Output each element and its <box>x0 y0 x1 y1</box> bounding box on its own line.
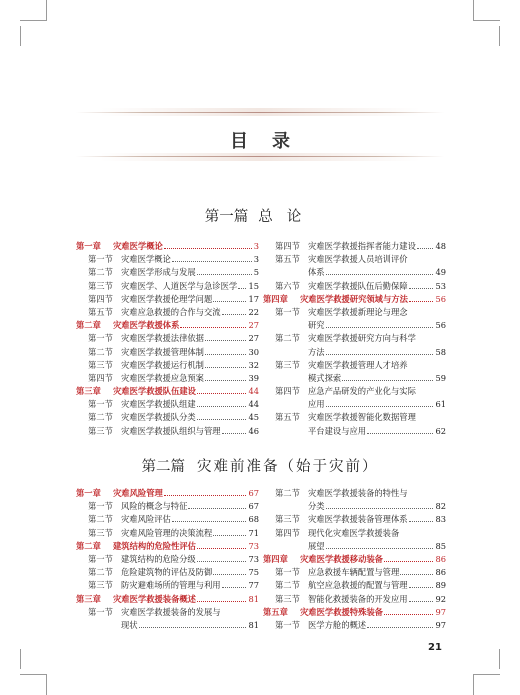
leader-dots <box>180 327 246 328</box>
toc-chapter-entry[interactable] <box>263 293 446 306</box>
section-number: 第一节 <box>275 306 300 317</box>
toc-chapter-entry[interactable] <box>76 593 259 606</box>
entry-page-number: 92 <box>434 593 446 606</box>
page-number: 21 <box>428 642 442 653</box>
entry-title: 灾难风险管理 <box>113 488 163 498</box>
leader-dots <box>164 495 246 496</box>
leader-dots <box>417 248 433 249</box>
leader-dots <box>326 406 433 407</box>
section-number: 第二节 <box>275 488 300 498</box>
entry-page-number: 82 <box>434 500 446 513</box>
section-number: 第五节 <box>275 254 300 265</box>
entry-title: 灾难医学、人道医学与急诊医学 <box>121 280 238 291</box>
toc-section-entry[interactable] <box>263 513 446 526</box>
leader-dots <box>197 393 246 394</box>
toc-section-entry[interactable] <box>76 372 259 385</box>
section-number: 第三节 <box>275 359 300 370</box>
leader-dots <box>367 433 433 434</box>
corner-mark <box>473 0 500 21</box>
part-heading <box>0 205 520 226</box>
toc-column <box>263 487 446 632</box>
entry-title: 灾难医学救援队分类 <box>121 412 196 423</box>
leader-dots <box>172 261 252 262</box>
entry-page-number: 27 <box>247 332 259 345</box>
section-number: 第一节 <box>88 254 113 265</box>
entry-title: 灾难风险管理的决策流程 <box>121 527 213 538</box>
chapter-number: 第一章 <box>76 241 101 251</box>
section-number: 第二节 <box>88 412 113 423</box>
entry-page-number: 86 <box>434 566 446 579</box>
entry-title: 灾难医学救援人员培训评价 <box>308 254 408 265</box>
toc-section-entry[interactable] <box>263 372 446 385</box>
toc-section-entry[interactable] <box>263 359 446 372</box>
toc-chapter-entry[interactable] <box>76 385 259 398</box>
entry-title: 灾难医学救援研究方向与科学 <box>308 333 416 344</box>
part-name: 总论 <box>258 209 316 225</box>
entry-page-number: 44 <box>247 398 259 411</box>
entry-title: 模式探索 <box>308 372 342 383</box>
leader-dots <box>205 380 246 381</box>
chapter-number: 第二章 <box>76 320 101 331</box>
toc-section-entry[interactable] <box>263 579 446 592</box>
toc-section-entry[interactable] <box>263 487 446 500</box>
toc-section-entry[interactable] <box>76 411 259 424</box>
leader-dots <box>367 627 433 628</box>
entry-page-number: 27 <box>247 319 259 332</box>
leader-dots <box>400 574 433 575</box>
entry-page-number: 3 <box>253 240 259 253</box>
toc-chapter-entry[interactable] <box>76 319 259 332</box>
leader-dots <box>197 548 246 549</box>
corner-mark <box>0 26 21 46</box>
entry-page-number: 73 <box>247 553 259 566</box>
toc-section-entry[interactable] <box>76 579 259 592</box>
leader-dots <box>342 380 433 381</box>
entry-title: 灾难风险评估 <box>121 514 171 525</box>
leader-dots <box>172 521 246 522</box>
leader-dots <box>197 274 252 275</box>
leader-dots <box>384 614 433 615</box>
page-title-char: 目 <box>230 131 248 152</box>
entry-page-number: 81 <box>247 619 259 632</box>
entry-title: 建筑结构的危险分级 <box>121 553 196 564</box>
entry-title: 灾难医学救援运行机制 <box>121 359 204 370</box>
entry-page-number: 75 <box>247 566 259 579</box>
toc-section-entry[interactable] <box>76 619 259 632</box>
entry-page-number: 32 <box>247 359 259 372</box>
section-number: 第四节 <box>275 241 300 251</box>
entry-title: 体系 <box>308 267 325 278</box>
entry-title: 灾难医学救援研究领域与方法 <box>300 293 408 304</box>
section-number: 第六节 <box>275 280 300 291</box>
toc-section-entry[interactable] <box>76 266 259 279</box>
entry-page-number: 59 <box>434 372 446 385</box>
entry-title: 灾难医学救援管理人才培养 <box>308 359 408 370</box>
entry-page-number: 83 <box>434 513 446 526</box>
entry-title: 现状 <box>121 619 138 630</box>
entry-page-number: 22 <box>247 306 259 319</box>
entry-page-number: 56 <box>434 319 446 332</box>
section-number: 第一节 <box>88 553 113 564</box>
entry-title: 灾难医学救援装备管理体系 <box>308 514 408 525</box>
entry-page-number: 81 <box>247 593 259 606</box>
entry-page-number: 73 <box>247 540 259 553</box>
leader-dots <box>222 433 246 434</box>
leader-dots <box>326 508 433 509</box>
entry-page-number: 86 <box>434 553 446 566</box>
entry-title: 研究 <box>308 320 325 331</box>
title-band-glow <box>100 153 420 161</box>
leader-dots <box>222 314 246 315</box>
leader-dots <box>213 574 246 575</box>
leader-dots <box>197 601 246 602</box>
part-label: 第二篇 <box>141 459 185 475</box>
leader-dots <box>164 248 252 249</box>
entry-page-number: 68 <box>247 513 259 526</box>
entry-page-number: 46 <box>247 425 259 438</box>
section-number: 第三节 <box>88 359 113 370</box>
toc-section-entry[interactable] <box>263 425 446 438</box>
leader-dots <box>326 548 433 549</box>
toc-section-entry[interactable] <box>263 619 446 632</box>
section-number: 第一节 <box>88 399 113 410</box>
toc-section-entry[interactable] <box>263 527 446 540</box>
entry-title: 灾难医学救援新理论与理念 <box>308 306 408 317</box>
part-name: 灾难前准备（始于灾前） <box>197 459 379 475</box>
part-label: 第一篇 <box>204 209 249 225</box>
toc-section-entry[interactable] <box>263 398 446 411</box>
toc-section-entry[interactable] <box>263 240 446 253</box>
entry-title: 防灾避难场所的管理与利用 <box>121 580 221 591</box>
entry-title: 灾难医学救援应急预案 <box>121 372 204 383</box>
chapter-number: 第四章 <box>263 553 288 564</box>
toc-chapter-entry[interactable] <box>76 540 259 553</box>
toc-chapter-entry[interactable] <box>263 553 446 566</box>
leader-dots <box>205 340 246 341</box>
entry-title: 灾难医学形成与发展 <box>121 267 196 278</box>
section-number: 第四节 <box>88 372 113 383</box>
section-number: 第二节 <box>88 514 113 525</box>
entry-title: 建筑结构的危险性评估 <box>113 540 196 551</box>
entry-title: 灾难医学救援队组建 <box>121 399 196 410</box>
entry-page-number: 97 <box>434 606 446 619</box>
leader-dots <box>409 601 433 602</box>
leader-dots <box>326 354 433 355</box>
leader-dots <box>197 406 246 407</box>
entry-page-number: 44 <box>247 385 259 398</box>
entry-title: 应急救援车辆配置与管理 <box>308 567 400 578</box>
toc-section-entry[interactable] <box>263 319 446 332</box>
entry-title: 危险建筑物的评估及防御 <box>121 567 213 578</box>
entry-page-number: 58 <box>434 346 446 359</box>
entry-title: 应急产品研发的产业化与实际 <box>308 386 416 397</box>
entry-page-number: 71 <box>247 527 259 540</box>
entry-title: 灾难医学救援智能化数据管理 <box>308 412 416 423</box>
leader-dots <box>205 354 246 355</box>
section-number: 第三节 <box>88 425 113 436</box>
corner-mark <box>473 674 500 695</box>
chapter-number: 第二章 <box>76 540 101 551</box>
page-title-char: 录 <box>272 131 290 152</box>
section-number: 第三节 <box>88 527 113 538</box>
entry-title: 应用 <box>308 399 325 410</box>
section-number: 第一节 <box>275 567 300 578</box>
toc-section-entry[interactable] <box>76 398 259 411</box>
entry-page-number: 39 <box>247 372 259 385</box>
section-number: 第二节 <box>88 267 113 278</box>
toc-column <box>76 487 259 632</box>
entry-page-number: 62 <box>434 425 446 438</box>
entry-title: 智能化救援装备的开发应用 <box>308 593 408 604</box>
entry-title: 灾难医学救援装备的特性与 <box>308 488 408 498</box>
toc-section-entry[interactable] <box>76 566 259 579</box>
toc-chapter-entry[interactable] <box>263 606 446 619</box>
section-number: 第一节 <box>88 333 113 344</box>
entry-title: 灾难应急救援的合作与交流 <box>121 306 221 317</box>
entry-title: 展望 <box>308 540 325 551</box>
corner-mark <box>20 0 47 21</box>
leader-dots <box>238 288 246 289</box>
toc-section-entry[interactable] <box>263 566 446 579</box>
entry-page-number: 61 <box>434 398 446 411</box>
leader-dots <box>139 627 246 628</box>
toc-chapter-entry[interactable] <box>76 487 259 500</box>
toc-section-entry[interactable] <box>76 527 259 540</box>
toc-section-entry[interactable] <box>76 280 259 293</box>
chapter-number: 第五章 <box>263 606 288 617</box>
toc-section-entry[interactable] <box>76 306 259 319</box>
entry-title: 灾难医学救援指挥者能力建设 <box>308 241 416 251</box>
chapter-number: 第三章 <box>76 386 101 397</box>
leader-dots <box>326 327 433 328</box>
entry-page-number: 77 <box>247 579 259 592</box>
leader-dots <box>205 367 246 368</box>
entry-title: 灾难医学概论 <box>113 241 163 251</box>
entry-page-number: 3 <box>253 253 259 266</box>
toc-section-entry[interactable] <box>263 306 446 319</box>
section-number: 第四节 <box>88 293 113 304</box>
entry-page-number: 67 <box>247 487 259 500</box>
toc-section-entry[interactable] <box>263 266 446 279</box>
entry-title: 风险的概念与特征 <box>121 501 188 512</box>
toc-section-entry[interactable] <box>263 346 446 359</box>
entry-title: 灾难医学救援伦理学问题 <box>121 293 213 304</box>
entry-title: 灾难医学救援装备概述 <box>113 593 196 604</box>
toc-section-entry[interactable] <box>263 253 446 266</box>
entry-page-number: 17 <box>247 293 259 306</box>
toc-section-entry[interactable] <box>263 280 446 293</box>
entry-page-number: 45 <box>247 411 259 424</box>
corner-mark <box>499 649 520 669</box>
entry-title: 灾难医学概论 <box>121 254 171 265</box>
toc-section-entry[interactable] <box>76 332 259 345</box>
title-rule-bottom <box>76 156 444 157</box>
entry-title: 灾难医学救援法律依据 <box>121 333 204 344</box>
toc-section-entry[interactable] <box>76 513 259 526</box>
section-number: 第三节 <box>88 280 113 291</box>
toc-section-entry[interactable] <box>76 606 259 619</box>
entry-page-number: 48 <box>434 240 446 253</box>
toc-section-entry[interactable] <box>263 385 446 398</box>
entry-title: 医学方舱的概述 <box>308 619 367 630</box>
leader-dots <box>409 587 433 588</box>
entry-title: 平台建设与应用 <box>308 425 367 436</box>
toc-section-entry[interactable] <box>76 293 259 306</box>
section-number: 第二节 <box>275 580 300 591</box>
entry-title: 灾难医学救援特殊装备 <box>300 606 383 617</box>
leader-dots <box>409 288 433 289</box>
entry-page-number: 49 <box>434 266 446 279</box>
section-number: 第二节 <box>88 567 113 578</box>
section-number: 第三节 <box>88 580 113 591</box>
leader-dots <box>326 274 433 275</box>
section-number: 第一节 <box>88 501 113 512</box>
leader-dots <box>222 587 246 588</box>
section-number: 第四节 <box>275 527 300 538</box>
entry-title: 分类 <box>308 501 325 512</box>
entry-page-number: 5 <box>253 266 259 279</box>
leader-dots <box>213 301 246 302</box>
entry-title: 灾难医学救援队组织与管理 <box>121 425 221 436</box>
toc-section-entry[interactable] <box>76 359 259 372</box>
toc-column <box>76 240 259 438</box>
section-number: 第五节 <box>275 412 300 423</box>
leader-dots <box>409 521 433 522</box>
part-heading <box>0 455 520 476</box>
entry-title: 灾难医学救援队伍建设 <box>113 386 196 397</box>
entry-title: 方法 <box>308 346 325 357</box>
leader-dots <box>213 535 246 536</box>
entry-title: 现代化灾难医学救援装备 <box>308 527 400 538</box>
toc-section-entry[interactable] <box>263 540 446 553</box>
entry-title: 灾难医学救援移动装备 <box>300 553 383 564</box>
entry-page-number: 85 <box>434 540 446 553</box>
section-number: 第二节 <box>88 346 113 357</box>
toc-section-entry[interactable] <box>263 332 446 345</box>
section-number: 第三节 <box>275 593 300 604</box>
corner-mark <box>499 26 520 46</box>
toc-section-entry[interactable] <box>263 500 446 513</box>
toc-section-entry[interactable] <box>76 553 259 566</box>
toc-section-entry[interactable] <box>76 346 259 359</box>
section-number: 第一节 <box>275 619 300 630</box>
leader-dots <box>197 419 246 420</box>
entry-title: 灾难医学救援体系 <box>113 320 180 331</box>
entry-page-number: 67 <box>247 500 259 513</box>
entry-page-number: 15 <box>247 280 259 293</box>
section-number: 第三节 <box>275 514 300 525</box>
leader-dots <box>188 508 246 509</box>
page-title <box>0 127 520 153</box>
entry-title: 灾难医学救援管理体制 <box>121 346 204 357</box>
toc-section-entry[interactable] <box>263 593 446 606</box>
toc-section-entry[interactable] <box>76 425 259 438</box>
entry-page-number: 56 <box>434 293 446 306</box>
toc-chapter-entry[interactable] <box>76 240 259 253</box>
toc-section-entry[interactable] <box>76 500 259 513</box>
section-number: 第一节 <box>88 606 113 617</box>
toc-section-entry[interactable] <box>76 253 259 266</box>
entry-title: 灾难医学救援装备的发展与 <box>121 606 221 617</box>
toc-column <box>263 240 446 438</box>
entry-title: 灾难医学救援队伍后勤保障 <box>308 280 408 291</box>
entry-page-number: 53 <box>434 280 446 293</box>
chapter-number: 第三章 <box>76 593 101 604</box>
chapter-number: 第四章 <box>263 293 288 304</box>
chapter-number: 第一章 <box>76 488 101 498</box>
entry-page-number: 89 <box>434 579 446 592</box>
entry-page-number: 97 <box>434 619 446 632</box>
toc-section-entry[interactable] <box>263 411 446 424</box>
section-number: 第二节 <box>275 333 300 344</box>
corner-mark <box>0 649 21 669</box>
section-number: 第四节 <box>275 386 300 397</box>
entry-page-number: 30 <box>247 346 259 359</box>
title-rule-top <box>76 112 444 113</box>
section-number: 第五节 <box>88 306 113 317</box>
leader-dots <box>197 561 246 562</box>
entry-title: 航空应急救援的配置与管理 <box>308 580 408 591</box>
leader-dots <box>384 561 433 562</box>
leader-dots <box>409 301 433 302</box>
corner-mark <box>20 674 47 695</box>
